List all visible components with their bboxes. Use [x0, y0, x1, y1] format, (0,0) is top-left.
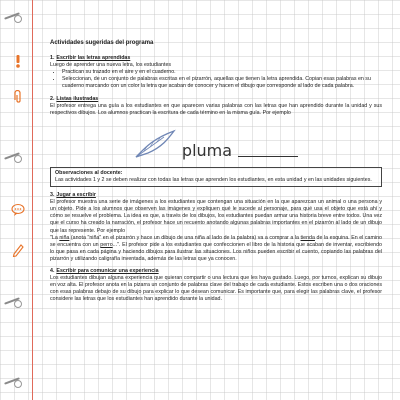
binding-hole [14, 15, 22, 23]
binding-hole [14, 155, 22, 163]
section-heading [50, 268, 382, 275]
keyword: perro [100, 241, 113, 248]
section-number: 4. [50, 267, 55, 274]
section-number: 3. [50, 192, 55, 199]
section-heading [50, 55, 382, 62]
section-heading-text: Escribir las letras aprendidas [56, 55, 131, 62]
list-item: • Practican su trazado en el aire y en el cuaderno. [62, 69, 382, 76]
example-word: pluma [181, 140, 233, 160]
page-title: Actividades sugeridas del programa [50, 40, 154, 46]
paragraph [50, 235, 382, 263]
binding-hole [14, 300, 22, 308]
text-run: de la esquina. En el camino se encuentra con un [50, 234, 382, 248]
observations-heading: Observaciones al docente: [55, 169, 123, 176]
writing-example [50, 127, 382, 159]
section-heading-text: Listas ilustradas [56, 95, 99, 102]
bullet-list [50, 69, 382, 90]
notebook-margin-line [32, 0, 33, 400]
paragraph: Luego de aprender una nueva letra, los estudiantes [50, 62, 172, 69]
section-heading [50, 192, 382, 199]
feather-icon [134, 129, 176, 159]
paragraph: El profesor muestra una serie de imágenes a los estudiantes que contengan una situación en la que aparezcan un animal o una persona y un objeto. Pide a los alumnos que observen las imágenes y expliquen qué le sucede al personaje, para qué usa el objeto que está ahí y cómo se resuelve el problema. La idea es que, a través de los dibujos, los estudiantes puedan armar una historia breve entre todos. Una vez que el curso ha creado la narración, el profesor hace un recuento anotando algunas palabras importantes en el pizarrón al lado de un dibujo que las represente. Por ejemplo [50, 199, 382, 234]
paper-clip-icon [11, 90, 25, 104]
section-heading-text: Jugar a escribir [56, 192, 96, 199]
writing-line [238, 156, 298, 157]
keyword: niña [59, 234, 70, 241]
text-run: "La [50, 234, 60, 241]
binding-hole [14, 380, 22, 388]
text-run: (anota "niña" en el pizarrón y hace un dibujo de una niña al lado de la palabra) va a comprar a la [69, 234, 301, 241]
exclamation-icon [11, 55, 25, 69]
section-heading-text: Escribir para comunicar una experiencia [56, 267, 159, 274]
section-heading [50, 96, 382, 103]
observations-text: Las actividades 1 y 2 se deben realizar con todas las letras que aprenden los estudiantes, en esta unidad y en las unidades siguientes. [55, 176, 372, 183]
document-body [50, 40, 382, 303]
text-run: ...". El profesor pide a los estudiantes que confeccionen el libro de la historia que acaban de inventar, escribiendo lo que pasa en cada página y haciendo dibujos para ilustrar las situaciones. Los niños pueden escribir el cuento, copiando las palabras del pizarrón y utilizando caligrafía inventada, además de las letras que ya conocen. [50, 241, 382, 262]
list-item: • Seleccionan, de un conjunto de palabras escritas en el pizarrón, aquellas que tienen la letra aprendida. Copian esas palabras en su cuaderno marcando con un color la letra que acaban de conocer y hacen el dibujo que corresponde al lado de cada palabra. [62, 76, 382, 90]
keyword: tienda [300, 234, 315, 241]
pencil-icon [11, 243, 25, 257]
paragraph: Los estudiantes dibujan alguna experiencia que quieran compartir o una lectura que les haya gustado. Luego, por turnos, explican su dibujo en voz alta. El profesor anota en la pizarra un conjunto de palabras clave del trabajo de cada estudiante. Estos escriben una o dos oraciones con esas palabras debajo de su dibujo para explicar lo que desean comunicar. Es importante que, para elegir las palabras clave, el profesor considere las letras que los estudiantes han aprendido durante la unidad. [50, 275, 382, 303]
section-number: 1. [50, 55, 55, 62]
teacher-observations-box [50, 167, 382, 187]
paragraph: El profesor entrega una guía a los estudiantes en que aparecen varias palabras con las letras que han aprendido durante la unidad y sus respectivos dibujos. Los alumnos practican la escritura de cada término en la misma guía. Por ejemplo [50, 102, 382, 116]
section-number: 2. [50, 95, 55, 102]
speech-bubble-icon [11, 203, 25, 217]
